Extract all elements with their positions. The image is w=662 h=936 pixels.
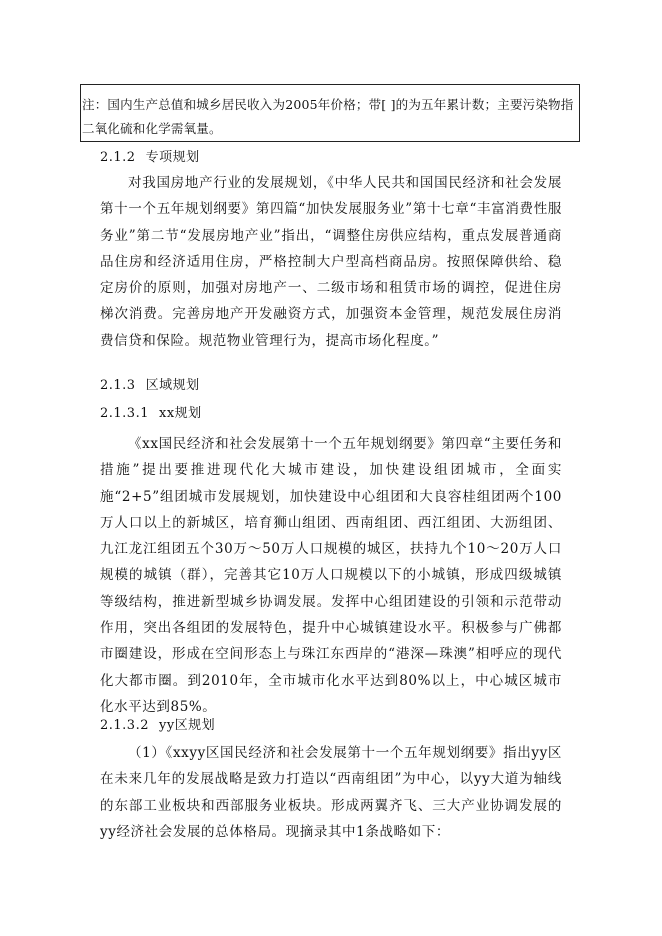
section-number: 2.1.3.2 <box>100 718 149 733</box>
section-title: yy区规划 <box>158 718 216 733</box>
section-title: 区域规划 <box>145 378 200 393</box>
table-note-box <box>80 84 580 142</box>
paragraph-yy-plan: （1）《xxyy区国民经济和社会发展第十一个五年规划纲要》指出yy区在未来几年的发展战略是致力打造以“西南组团”为中心，以yy大道为轴线的东部工业板块和西部服务业板块。形成两翼齐飞、三大产业协调发展的yy经济社会发展的总体格局。现摘录其中1条战略如下： <box>100 745 562 840</box>
section-heading-2-1-3-1 <box>100 404 202 424</box>
paragraph-xx-plan: 《xx国民经济和社会发展第十一个五年规划纲要》第四章“主要任务和措施”提出要推进现代化大城市建设，加快建设组团城市，全面实施“2+5”组团城市发展规划，加快建设中心组团和大良容桂组团两个100万人口以上的新城区，培育狮山组团、西南组团、西江组团、大沥组团、九江龙江组团五个30万～50万人口规模的城区，扶持九个10～20万人口规模的城镇（群），完善其它10万人口规模以下的小城镇，形成四级城镇等级结构，推进新型城乡协调发展。发挥中心组团建设的引领和示范带动作用，突出各组团的发展特色，提升中心城镇建设水平。积极参与广佛都市圈建设，形成在空间形态上与珠江东西岸的“港深—珠澳”相呼应的现代化大都市圈。到2010年，全市城市化水平达到80%以上，中心城区城市化水平达到85%。 <box>100 436 562 715</box>
section-number: 2.1.3 <box>100 378 136 393</box>
section-title: 专项规划 <box>145 150 200 165</box>
section-number: 2.1.3.1 <box>100 406 149 421</box>
table-note: 注：国内生产总值和城乡居民收入为2005年价格；带[ ]的为五年累计数；主要污染物指二氧化硫和化学需氧量。 <box>82 97 574 136</box>
section-heading-2-1-3-2 <box>100 716 215 736</box>
section-title: xx规划 <box>158 406 202 421</box>
section-heading-2-1-2 <box>100 148 200 168</box>
section-heading-2-1-3 <box>100 376 200 396</box>
section-number: 2.1.2 <box>100 150 136 165</box>
paragraph-real-estate-plan: 对我国房地产行业的发展规划，《中华人民共和国国民经济和社会发展第十一个五年规划纲要》第四篇“加快发展服务业”第十七章“丰富消费性服务业”第二节“发展房地产业”指出，“调整住房供应结构，重点发展普通商品住房和经济适用住房，严格控制大户型高档商品房。按照保障供给、稳定房价的原则，加强对房地产一、二级市场和租赁市场的调控，促进住房梯次消费。完善房地产开发融资方式，加强资本金管理，规范发展住房消费信贷和保险。规范物业管理行为，提高市场化程度。” <box>100 175 562 349</box>
